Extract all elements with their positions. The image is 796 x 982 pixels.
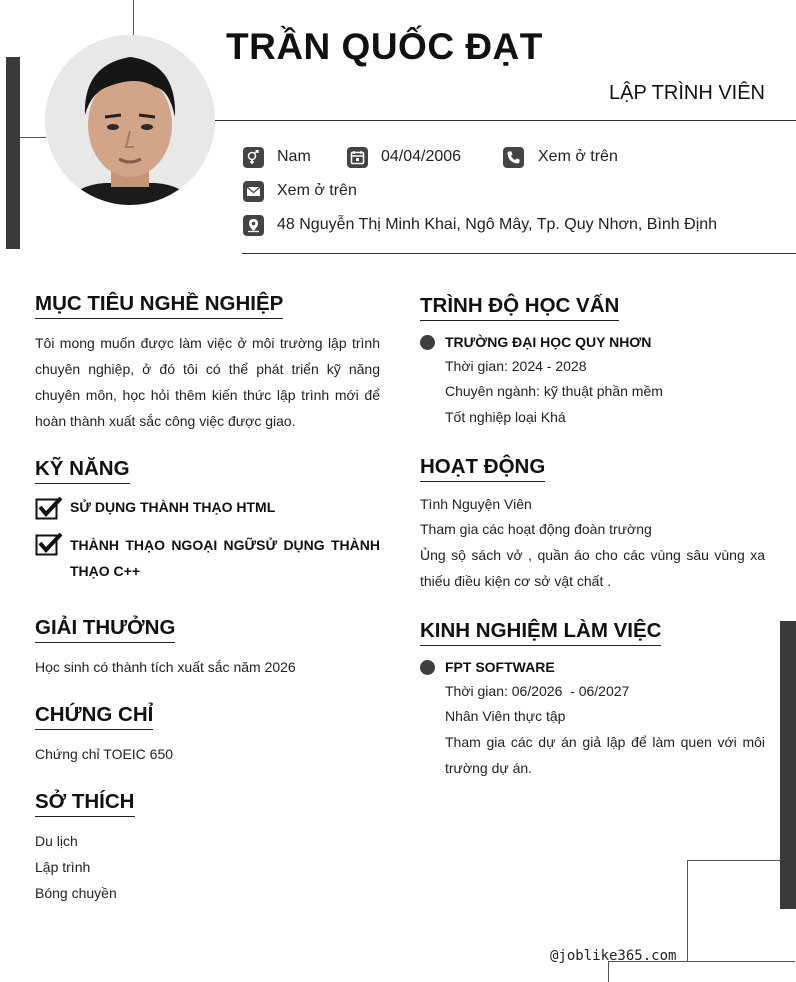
top-vertical-line [133,0,134,36]
gender-text: Nam [277,148,311,165]
avatar [45,35,215,205]
education-major: Chuyên ngành: kỹ thuật phần mềm [445,383,663,399]
bottom-right-frame [687,860,781,961]
hobby-item: Du lịch [35,833,78,849]
email-icon [243,181,264,202]
birthday-text: 04/04/2006 [381,148,462,165]
job-title: LẬP TRÌNH VIÊN [609,82,765,104]
address-text: 48 Nguyễn Thị Minh Khai, Ngô Mây, Tp. Quy Nhơn, Bình Định [277,216,718,233]
education-bullet [420,335,435,350]
left-horizontal-line [20,137,46,138]
education-title: TRÌNH ĐỘ HỌC VẤN [420,294,619,321]
activity-line: Ủng sộ sách vở , quần áo cho các vùng sâu vùng xa thiếu điều kiện cơ sở vật chất . [420,547,765,589]
awards-text: Học sinh có thành tích xuất sắc năm 2026 [35,659,296,675]
experience-bullet [420,660,435,675]
checkbox-icon [35,496,63,520]
hobbies-title: SỞ THÍCH [35,790,135,817]
location-icon [243,215,264,236]
skill-label: THÀNH THẠO NGOẠI NGỮSỬ DỤNG THÀNH THẠO C++ [70,537,380,579]
candidate-name: TRẦN QUỐC ĐẠT [226,26,543,67]
phone-text: Xem ở trên [538,148,618,165]
email-text: Xem ở trên [277,182,357,199]
education-time: Thời gian: 2024 - 2028 [445,358,587,374]
objective-text: Tôi mong muốn được làm việc ở môi trường lập trình chuyên nghiệp, ở đó tôi có thể phát triển kỹ năng chuyên môn, học hỏi thêm kiến thức lập trình mới để hoàn thành xuất sắc công việc được giao. [35,335,380,429]
experience-position: Nhân Viên thực tập [445,708,566,724]
phone-icon [503,147,524,168]
header-divider [215,120,796,121]
info-divider [242,253,796,254]
experience-desc: Tham gia các dự án giả lập để làm quen với môi trường dự án. [445,734,765,776]
hobby-item: Bóng chuyền [35,885,117,901]
certificates-title: CHỨNG CHỈ [35,703,153,730]
calendar-icon [347,147,368,168]
skills-title: KỸ NĂNG [35,457,130,484]
hobby-item: Lập trình [35,859,91,875]
right-accent-bar [780,621,796,909]
activity-line: Tham gia các hoạt động đoàn trường [420,521,652,537]
gender-icon [243,147,264,168]
objective-title: MỤC TIÊU NGHỀ NGHIỆP [35,292,283,319]
school-name: TRƯỜNG ĐẠI HỌC QUY NHƠN [445,334,652,350]
checkbox-icon [35,532,63,556]
skill-item [35,532,380,584]
education-grade: Tốt nghiệp loại Khá [445,409,566,425]
experience-title: KINH NGHIỆM LÀM VIỆC [420,619,661,646]
left-accent-bar [6,57,20,249]
activities-title: HOẠT ĐỘNG [420,455,545,482]
bottom-frame-2 [608,961,795,982]
activity-line: Tình Nguyện Viên [420,496,532,512]
certificates-text: Chứng chỉ TOEIC 650 [35,746,174,762]
company-name: FPT SOFTWARE [445,659,555,675]
experience-time: Thời gian: 06/2026 - 06/2027 [445,683,630,699]
watermark: @joblike365.com [550,948,677,964]
skill-label: SỬ DỤNG THÀNH THẠO HTML [70,499,276,515]
awards-title: GIẢI THƯỞNG [35,616,175,643]
skill-item [35,496,380,522]
